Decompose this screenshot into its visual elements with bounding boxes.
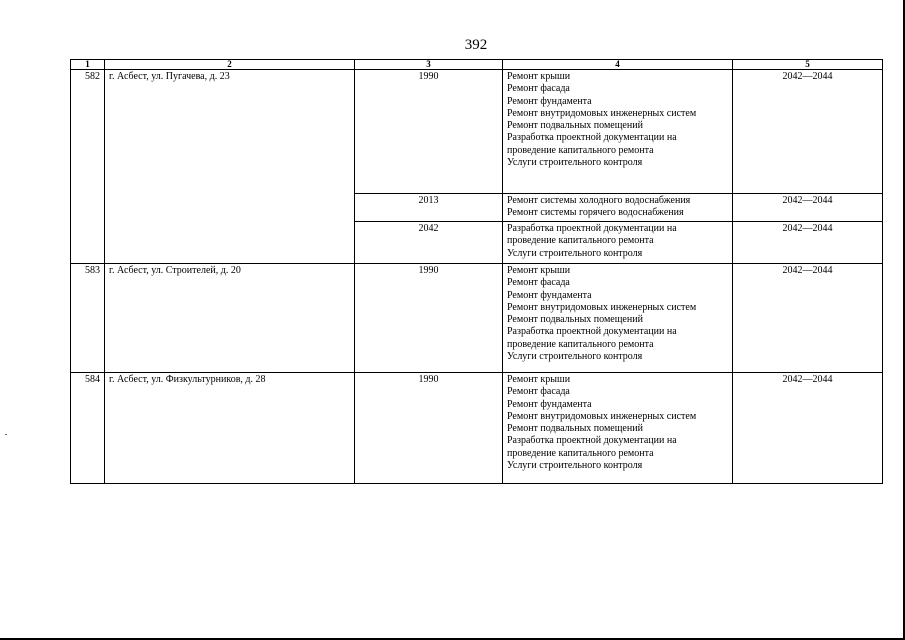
work-item: Разработка проектной документации на <box>507 132 677 144</box>
commission-year: 2013 <box>355 194 503 222</box>
work-item: Ремонт подвальных помещений <box>507 120 643 132</box>
work-item: Ремонт крыши <box>507 374 571 385</box>
column-header-5: 5 <box>733 60 883 70</box>
works-list <box>503 264 733 373</box>
works-list <box>503 222 733 264</box>
column-header-2: 2 <box>105 60 355 70</box>
row-address: г. Асбест, ул. Строителей, д. 20 <box>105 264 355 373</box>
row-number: 582 <box>71 70 105 264</box>
work-item: Ремонт крыши <box>507 71 571 82</box>
repair-period: 2042—2044 <box>733 264 883 373</box>
work-item: Разработка проектной документации на <box>507 223 677 234</box>
commission-year: 1990 <box>355 70 503 194</box>
work-item: Услуги строительного контроля <box>507 247 643 259</box>
work-item: Ремонт подвальных помещений <box>507 314 643 326</box>
work-item: Разработка проектной документации на <box>507 326 677 338</box>
works-list <box>503 194 733 222</box>
repair-period: 2042—2044 <box>733 194 883 222</box>
work-item: проведение капитального ремонта <box>507 338 654 350</box>
works-list <box>503 373 733 484</box>
work-item: Услуги строительного контроля <box>507 460 643 472</box>
work-item: проведение капитального ремонта <box>507 447 654 459</box>
work-item: Ремонт подвальных помещений <box>507 423 643 435</box>
work-item: Ремонт фундамента <box>507 95 592 107</box>
commission-year: 1990 <box>355 264 503 373</box>
commission-year: 2042 <box>355 222 503 264</box>
repair-period: 2042—2044 <box>733 222 883 264</box>
work-item: проведение капитального ремонта <box>507 144 654 156</box>
row-number: 583 <box>71 264 105 373</box>
repair-period: 2042—2044 <box>733 70 883 194</box>
work-item: Ремонт системы горячего водоснабжения <box>507 207 684 219</box>
row-address: г. Асбест, ул. Физкультурников, д. 28 <box>105 373 355 484</box>
work-item: Ремонт внутридомовых инженерных систем <box>507 301 697 313</box>
table-row <box>71 373 883 484</box>
header-row <box>71 60 883 70</box>
row-address: г. Асбест, ул. Пугачева, д. 23 <box>105 70 355 264</box>
column-header-1: 1 <box>71 60 105 70</box>
work-item: Ремонт системы холодного водоснабжения <box>507 195 691 206</box>
work-item: Ремонт крыши <box>507 265 571 276</box>
work-item: Разработка проектной документации на <box>507 435 677 447</box>
table-row <box>71 264 883 373</box>
work-item: Услуги строительного контроля <box>507 157 643 169</box>
works-list <box>503 70 733 194</box>
work-item: проведение капитального ремонта <box>507 235 654 247</box>
commission-year: 1990 <box>355 373 503 484</box>
page-number: 392 <box>464 37 488 53</box>
scan-mark <box>5 434 7 435</box>
work-item: Ремонт фасада <box>507 83 570 95</box>
work-item: Ремонт фундамента <box>507 398 592 410</box>
repair-period: 2042—2044 <box>733 373 883 484</box>
work-item: Ремонт фасада <box>507 386 570 398</box>
column-header-3: 3 <box>355 60 503 70</box>
capital-repair-table <box>70 59 883 484</box>
work-item: Ремонт внутридомовых инженерных систем <box>507 107 697 119</box>
work-item: Ремонт фундамента <box>507 289 592 301</box>
row-number: 584 <box>71 373 105 484</box>
work-item: Услуги строительного контроля <box>507 351 643 363</box>
table-row <box>71 70 883 194</box>
work-item: Ремонт внутридомовых инженерных систем <box>507 410 697 422</box>
column-header-4: 4 <box>503 60 733 70</box>
work-item: Ремонт фасада <box>507 277 570 289</box>
